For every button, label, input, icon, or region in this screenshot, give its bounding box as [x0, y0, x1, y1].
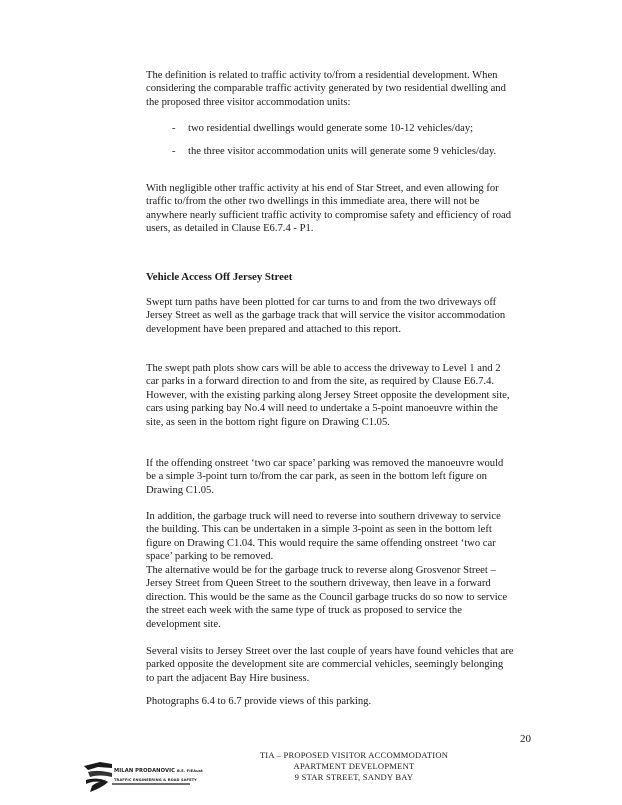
- footer-line: APARTMENT DEVELOPMENT: [293, 760, 415, 771]
- bullet-text: two residential dwellings would generate some 10-12 vehicles/day;: [188, 123, 474, 134]
- section-paragraph: Swept turn paths have been plotted for car turns to and from the two driveways off Jersey Street as well as the garbage track that will service the visitor accommodation development have been prepared and attached to this report.: [146, 297, 506, 335]
- section-paragraph: If the offending onstreet ‘two car space’ parking was removed the manoeuvre would be a simple 3-point turn to/from the car park, as seen in the bottom left figure on Drawing C1.05.: [146, 458, 504, 496]
- logo-name: MILAN PRODANOVIC: [114, 768, 176, 774]
- footer: [230, 750, 478, 782]
- footer-line: 9 STAR STREET, SANDY BAY: [294, 771, 414, 782]
- section-paragraph: The alternative would be for the garbage truck to reverse along Grosvenor Street – Jersey Street from Queen Street to the southern driveway, then leave in a forward direction. This would be the same as the Council garbage trucks do so now to service the street each week with the same type of truck as proposed to service the development site.: [146, 565, 508, 630]
- page-number: 20: [520, 733, 531, 745]
- section-paragraph: In addition, the garbage truck will need to reverse into southern driveway to service the building. This can be undertaken in a simple 3-point as seen in the bottom left figure on Drawing C1.04. This would require the same offending onstreet ‘two car space’ parking to be removed.: [146, 511, 501, 563]
- section-paragraph: The swept path plots show cars will be able to access the driveway to Level 1 and 2 car parks in a forward direction to and from the site, as required by Clause E6.7.4. However, with the existing parking along Jersey Street opposite the development site, cars using parking bay No.4 will need to undertake a 5-point manoeuvre within the site, as seen in the bottom right figure on Drawing C1.05.: [146, 363, 510, 428]
- summary-paragraph: With negligible other traffic activity at his end of Star Street, and even allowing for traffic to/from the other two dwellings in this immediate area, there will not be anywhere nearly sufficient traffic activity to compromise safety and efficiency of road users, as detailed in Clause E6.7.4 - P1.: [146, 183, 512, 235]
- logo-tagline: TRAFFIC ENGINEERING & ROAD SAFETY: [114, 778, 197, 782]
- bullet-dash: -: [172, 146, 176, 157]
- bullet-dash: -: [172, 123, 176, 134]
- footer-line: TIA – PROPOSED VISITOR ACCOMMODATION: [259, 750, 449, 760]
- section-heading: Vehicle Access Off Jersey Street: [146, 271, 293, 283]
- logo-suffix: B.E. FIEAust: [176, 769, 203, 773]
- bullet-text: the three visitor accommodation units will generate some 9 vehicles/day.: [188, 146, 497, 157]
- section-paragraph: Several visits to Jersey Street over the last couple of years have found vehicles that are parked opposite the development site are commercial vehicles, seemingly belonging to part the adjacent Bay Hire business.: [146, 646, 514, 684]
- intro-paragraph: The definition is related to traffic activity to/from a residential development. When considering the comparable traffic activity generated by two residential dwelling and the proposed three visitor accommodation units:: [146, 70, 506, 108]
- logo-text: [114, 768, 203, 783]
- section-paragraph: Photographs 6.4 to 6.7 provide views of this parking.: [146, 696, 372, 707]
